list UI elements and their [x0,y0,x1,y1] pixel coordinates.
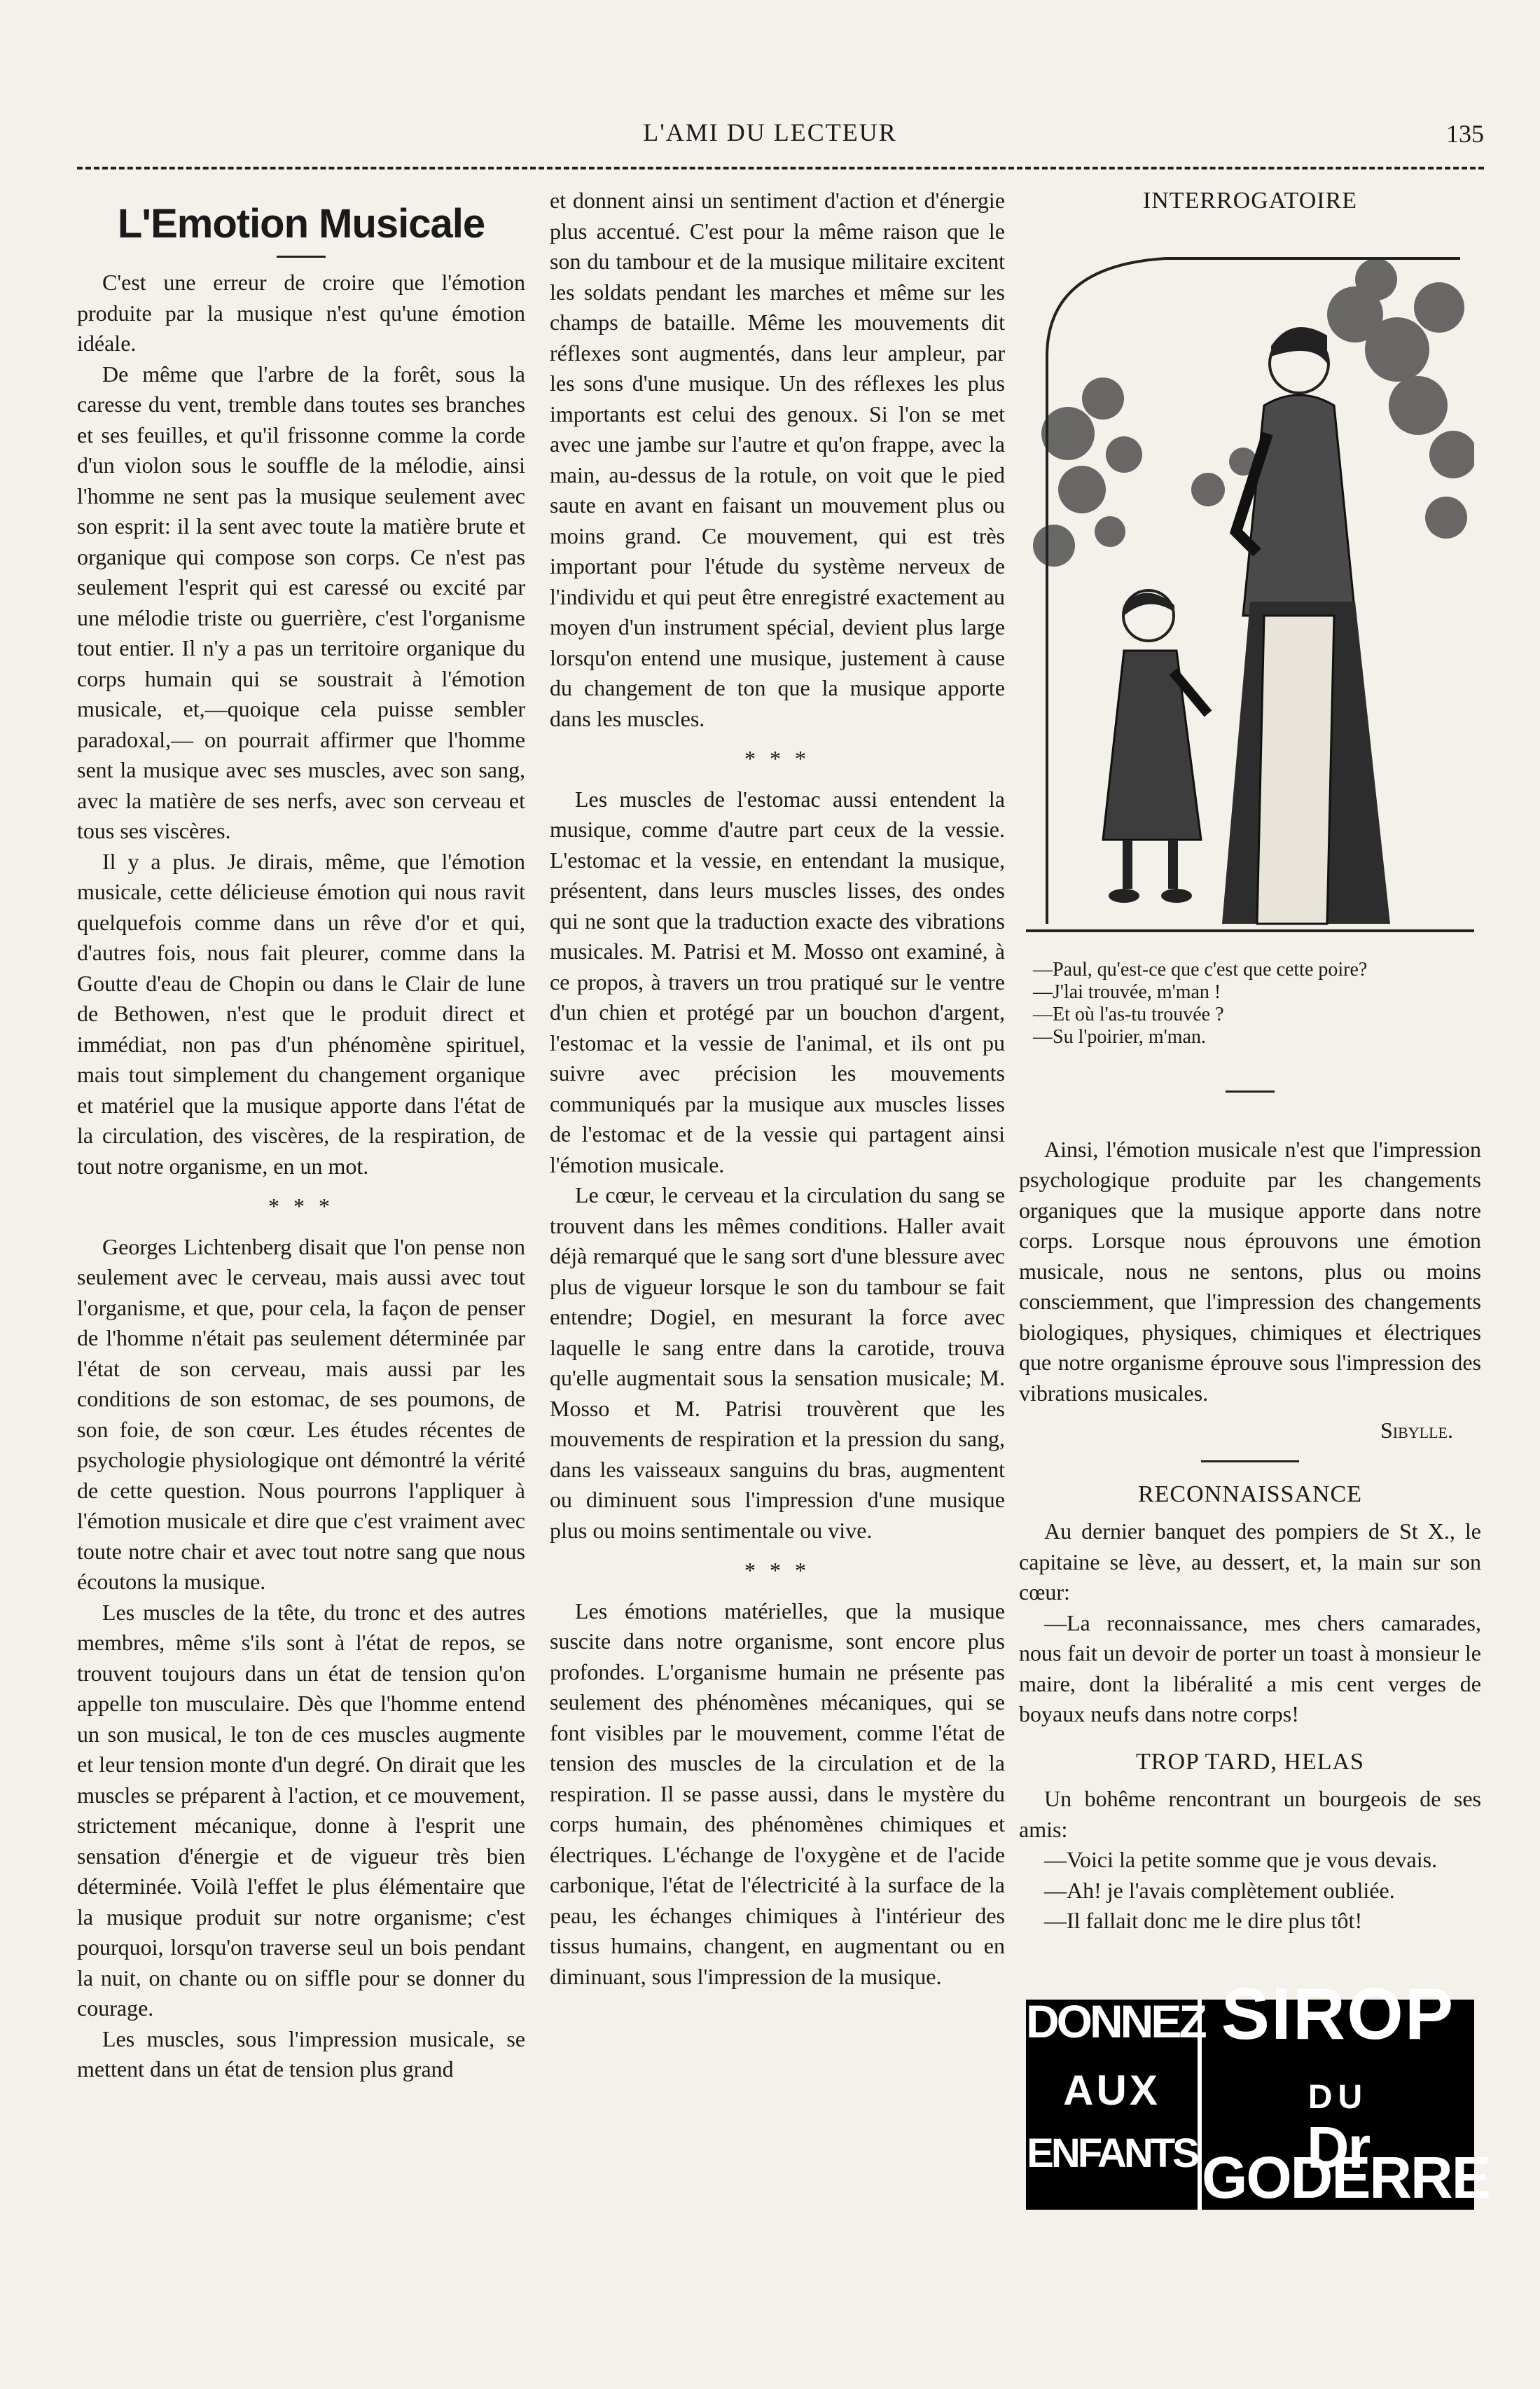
paragraph: —Il fallait donc me le dire plus tôt! [1044,1908,1363,1933]
ad-text: DONNEZ [1026,1995,1205,2047]
trop-tard-title: TROP TARD, HELAS [1136,1748,1364,1775]
paragraph: et donnent ainsi un sentiment d'action et d'énergie plus accentué. C'est pour la même raison que le son du tambour et de la musique militaire excitent les soldats pendant les marches et même sur les champs de bataille. Même les mouvements dit réflexes sont augmentés, dans leur ampleur, par les sons d'une musique. Un des réflexes les plus importants est celui des genoux. Si l'on se met avec une jambe sur l'autre et qu'on frappe, avec la main, au-dessus de la rotule, on voit que le pied saute en avant en faisant un mouvement plus ou moins grand. Ce mouvement, qui est très important pour l'étude du système nerveux de l'individu et qui peut être enregistré exactement au moyen d'un instrument spécial, devient plus large lorsqu'on entend une musique, justement à cause du changement de ton que la musique apporte dans les muscles. [550,188,1005,731]
paragraph: Les émotions matérielles, que la musique suscite dans notre organisme, sont encore plus profondes. L'organisme humain ne présente pas seulement des phénomènes mécaniques, qui se font visibles par le mouvement, comme l'état de tension des muscles de la circulation et de la respiration. Il se passe aussi, dans le mystère du corps humain, des phénomènes chimiques et électriques. L'échange de l'oxygène et de l'acide carbonique, l'état de l'électricité à la surface de la peau, les échanges chimiques à l'intérieur des tissus humains, changent, en augmentant ou en diminuant, sous l'impression de la musique. [550,1598,1005,1989]
dialogue-line: —J'lai trouvée, m'man ! [1033,981,1221,1003]
page-number: 135 [1446,120,1484,148]
column-1 [77,186,525,2347]
paragraph: Georges Lichtenberg disait que l'on pense non seulement avec le cerveau, mais aussi avec tout l'organisme, et que, pour cela, la façon de penser de l'homme n'était pas seulement déterminée par l'état de son cerveau, mais aussi par les conditions de son estomac, de ses poumons, de son foie, de son cœur. Les études récentes de psychologie physiologique ont démontré la vérité de cette question. Nous pourrons l'appliquer à l'émotion musicale et dire que c'est vraiment avec toute notre chair et avec tout notre sang que nous écoutons la musique. [77,1233,525,1594]
ad-text: SIROP [1221,1973,1455,2055]
divider [1201,1460,1299,1462]
ad-text: DU [1307,2078,1368,2116]
paragraph: Au dernier banquet des pompiers de St X., le capitaine se lève, au dessert, et, la main sur son cœur: [1019,1518,1481,1605]
reconnaissance-title: RECONNAISSANCE [1137,1481,1363,1507]
paragraph: —La reconnaissance, mes chers camarades, nous fait un devoir de porter un toast à monsieur le maire, dont la libéralité a mis cent verges de boyaux neufs dans notre corps! [1019,1609,1481,1726]
divider [1226,1090,1275,1093]
dialogue-line: —Et où l'as-tu trouvée ? [1033,1003,1224,1025]
dialogue-line: —Su l'poirier, m'man. [1033,1025,1206,1048]
paragraph: —Voici la petite somme que je vous devais. [1044,1847,1438,1872]
title-rule [277,256,326,258]
paragraph: Le cœur, le cerveau et la circulation du sang se trouvent dans les mêmes conditions. Haller avait déjà remarqué que le sang sort d'une blessure avec plus de vigueur lorsque le son du tambour se fait entendre; Dogiel, en mesurant la force avec laquelle le sang entre dans la carotide, trouva qu'elle augmentait sous la sensation musicale; M. Mosso et M. Patrisi trouvèrent que les mouvements de respiration et la pression du sang, dans les vaisseaux sanguins du bras, augmentent ou diminuent sous l'impression d'une musique plus ou moins sentimentale ou vive. [550,1182,1005,1543]
ad-text: ENFANTS [1027,2130,1197,2176]
syrup-advertisement [1026,1973,1490,2210]
article-title: L'Emotion Musicale [117,201,485,247]
page-header-title: L'AMI DU LECTEUR [643,118,897,146]
paragraph: —Ah! je l'avais complètement oubliée. [1044,1877,1395,1903]
paragraph: Les muscles de l'estomac aussi entendent la musique, comme d'autre part ceux de la vessie. L'estomac et la vessie, en entendant la musique, présentent, dans leurs muscles lisses, des ondes qui ne sont que la traduction exacte des vibrations musicales. M. Patrisi et M. Mosso ont examiné, à ce propos, à travers un trou pratiqué sur le ventre d'un chien et protégé par un bouchon d'argent, l'estomac et la vessie de l'animal, et ils ont pu suivre avec précision les mouvements communiqués par la musique aux muscles lisses de l'estomac et de la vessie qui partagent ainsi l'émotion musicale. [550,786,1005,1177]
paragraph: Les muscles, sous l'impression musicale, se mettent dans un état de tension plus grand [77,2026,525,2082]
paragraph: C'est une erreur de croire que l'émotion produite par la musique n'est qu'une émotion idéale. [77,270,525,356]
section-stars: * * * [744,1558,810,1583]
dialogue-line: —Paul, qu'est-ce que c'est que cette poire? [1033,958,1368,981]
column-2 [550,186,1005,2347]
cartoon-dialogue [1019,959,1481,1048]
cartoon-illustration [1026,223,1474,938]
ad-text: Dr GODERRE [1202,2114,1490,2210]
paragraph: Il y a plus. Je dirais, même, que l'émotion musicale, cette délicieuse émotion qui nous ravit quelquefois comme dans un rêve d'or et qui, d'autres fois, nous fait pleurer, comme dans la Goutte d'eau de Chopin ou dans le Clair de lune de Bethowen, n'est que le produit direct et immédiat, non pas d'un phénomène spirituel, mais tout simplement du changement organique et matériel que la musique apporte dans l'état de la circulation, des viscères, de la respiration, de tout notre organisme, en un mot. [77,848,525,1179]
ad-text: AUX [1063,2066,1160,2114]
paragraph: Ainsi, l'émotion musicale n'est que l'impression psychologique produite par les changements organiques que la musique apporte dans notre corps. Lorsque nous éprouvons une émotion musicale, nous ne sentons, plus ou moins consciemment, que l'impression des changements biologiques, physiques, chimiques et électriques que notre organisme éprouve sous l'impression des vibrations musicales. [1019,1136,1481,1406]
section-stars: * * * [268,1193,334,1219]
section-stars: * * * [744,746,810,771]
ad-left-panel [1026,1995,1205,2210]
paragraph: Les muscles de la tête, du tronc et des autres membres, même s'ils sont à l'état de repos, se trouvent toujours dans un état de tension qu'on appelle ton musculaire. Dès que l'homme entend un son musical, le ton de ces muscles augmente et leur tension monte d'un degré. On dirait que les muscles se préparent à l'action, et ce mouvement, strictement mécanique, donne à l'esprit une sensation d'énergie et de vigueur très bien déterminée. Voilà l'effet le plus élémentaire que la musique produit sur notre organisme; c'est pourquoi, lorsqu'on traverse seul un bois pendant la nuit, on chante ou on siffle pour se donner du courage. [77,1599,525,2021]
column-3 [1019,186,1490,2347]
paragraph: De même que l'arbre de la forêt, sous la caresse du vent, tremble dans toutes ses branches et ses feuilles, et qu'il frissonne comme la corde d'un violon sous le souffle de la mélodie, ainsi l'homme ne sent pas la musique seulement avec son esprit: il la sent avec toute la matière brute et organique qui compose son corps. Ce n'est pas seulement l'esprit qui est caressé ou excité par une mélodie triste ou guerrière, c'est l'organisme tout entier. Il n'y a pas un territoire organique du corps humain qui se soustrait à l'émotion musicale, et,—quoique cela puisse sembler paradoxal,— on pourrait affirmer que l'homme sent la musique avec ses muscles, avec son sang, avec la matière de ses nerfs, avec son cerveau et tous ses viscères. [77,361,525,843]
cartoon-caption: INTERROGATOIRE [1142,188,1358,214]
paragraph: Un bohême rencontrant un bourgeois de ses amis: [1019,1786,1481,1842]
article-signature: Sibylle. [1380,1418,1453,1443]
header-rule [77,167,1484,169]
